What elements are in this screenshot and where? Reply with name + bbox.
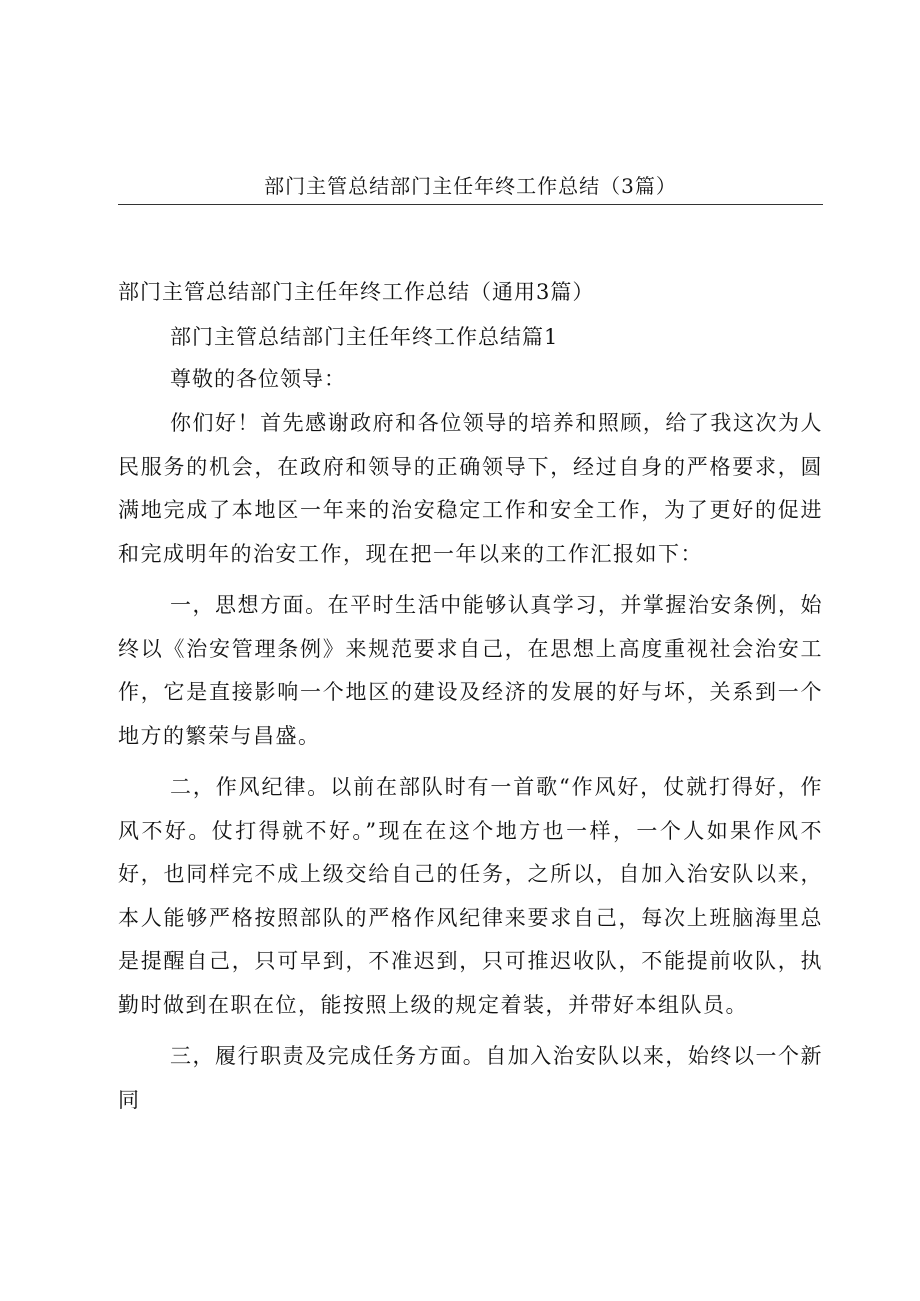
document-body [118,278,823,1122]
paragraph-intro: 你们好！首先感谢政府和各位领导的培养和照顾，给了我这次为人民服务的机会，在政府和领导的正确领导下，经过自身的严格要求，圆满地完成了本地区一年来的治安稳定工作和安全工作，为了更好的促进和完成明年的治安工作，现在把一年以来的工作汇报如下： [118,411,823,566]
document-subtitle: 部门主管总结部门主任年终工作总结（通用3篇） [118,280,595,304]
paragraph-duties: 三，履行职责及完成任务方面。自加入治安队以来，始终以一个新同 [118,1044,823,1112]
paragraph-thought: 一，思想方面。在平时生活中能够认真学习，并掌握治安条例，始终以《治安管理条例》来规范要求自己，在思想上高度重视社会治安工作，它是直接影响一个地区的建设及经济的发展的好与坏，关系到一个地方的繁荣与昌盛。 [118,593,823,748]
page-header-title: 部门主管总结部门主任年终工作总结（3篇） [118,172,823,205]
section-heading: 部门主管总结部门主任年终工作总结篇1 [170,325,559,349]
salutation: 尊敬的各位领导： [170,367,346,391]
paragraph-discipline: 二，作风纪律。以前在部队时有一首歌“作风好，仗就打得好，作风不好。仗打得就不好。”现在在这个地方也一样，一个人如果作风不好，也同样完不成上级交给自己的任务，之所以，自加入治安队以来，本人能够严格按照部队的严格作风纪律来要求自己，每次上班脑海里总是提醒自己，只可早到，不准迟到，只可推迟收队，不能提前收队，执勤时做到在职在位，能按照上级的规定着装，并带好本组队员。 [118,775,823,1017]
